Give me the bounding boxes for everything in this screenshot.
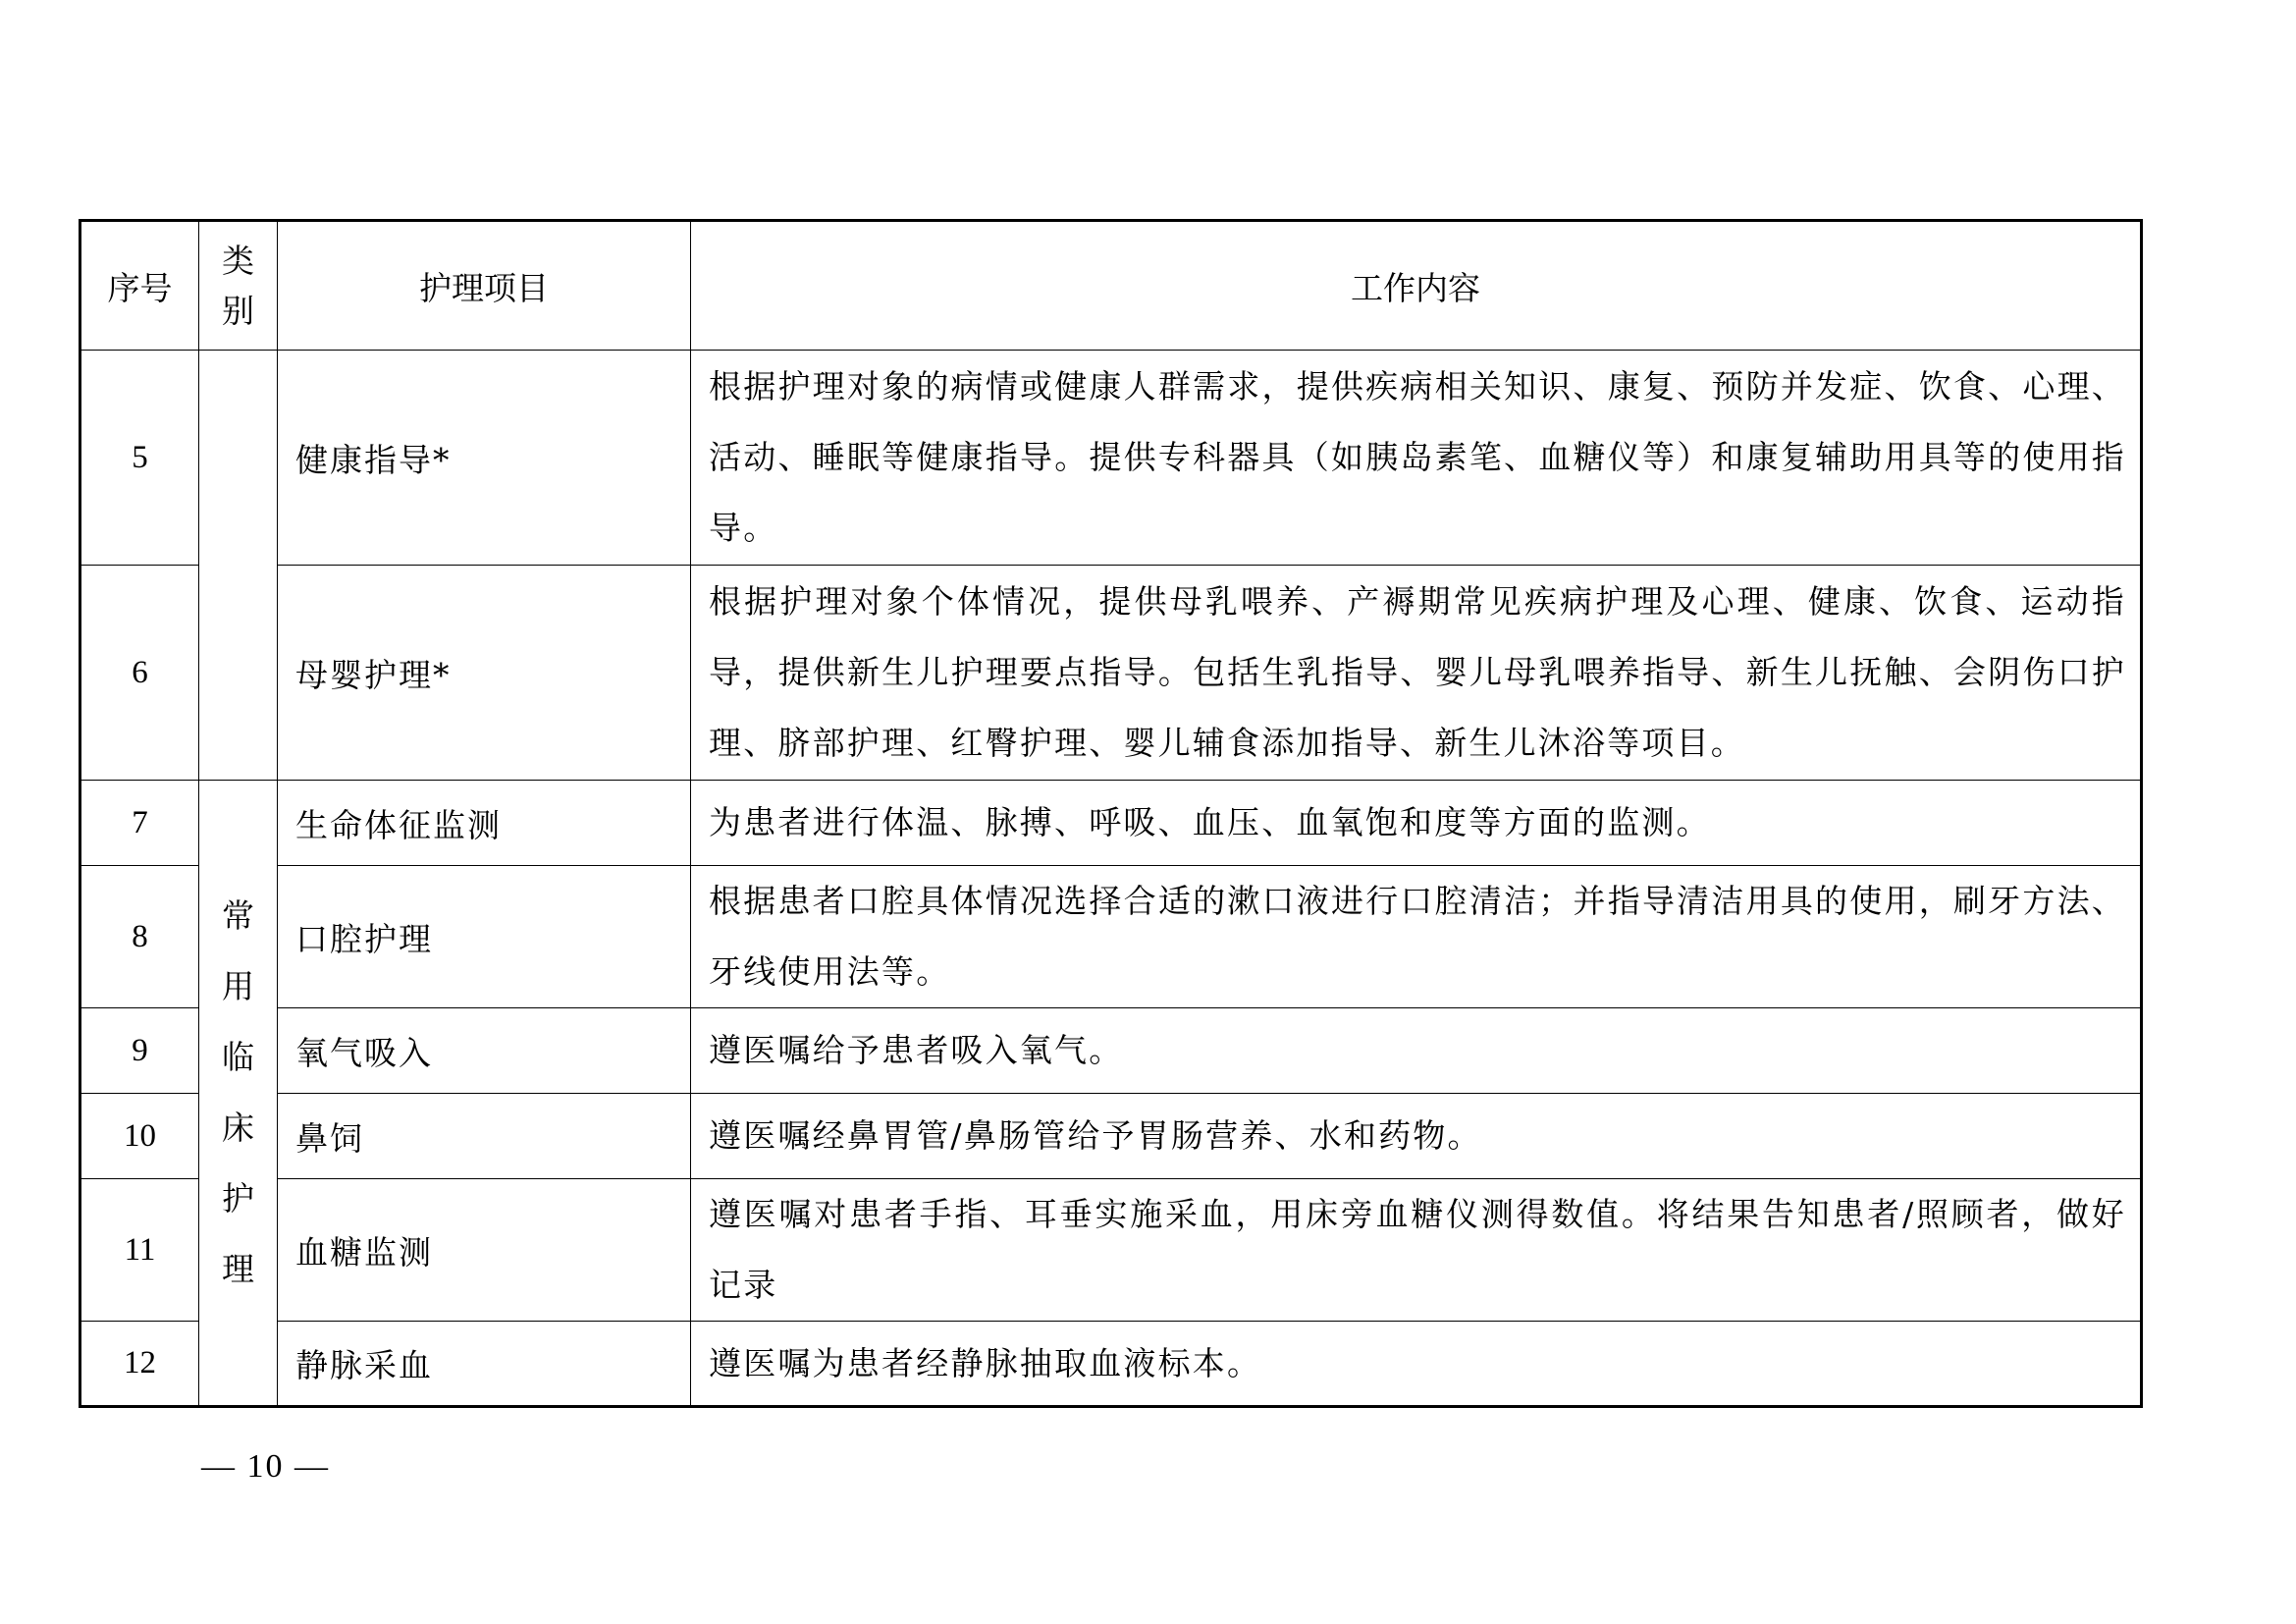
row-item: 血糖监测 [278,1179,691,1322]
table-row [80,866,2142,1008]
category-cell [199,781,278,1407]
header-item: 护理项目 [278,221,691,351]
row-item: 鼻饲 [278,1094,691,1179]
row-item: 健康指导* [278,351,691,566]
row-content: 根据护理对象个体情况，提供母乳喂养、产褥期常见疾病护理及心理、健康、饮食、运动指导，提供新生儿护理要点指导。包括生乳指导、婴儿母乳喂养指导、新生儿抚触、会阴伤口护理、脐部护理、红臀护理、婴儿辅食添加指导、新生儿沐浴等项目。 [691,566,2142,781]
row-content: 根据护理对象的病情或健康人群需求，提供疾病相关知识、康复、预防并发症、饮食、心理、活动、睡眠等健康指导。提供专科器具（如胰岛素笔、血糖仪等）和康复辅助用具等的使用指导。 [691,351,2142,566]
table-row [80,566,2142,781]
table-row [80,1008,2142,1094]
table-header-row [80,221,2142,351]
row-content: 为患者进行体温、脉搏、呼吸、血压、血氧饱和度等方面的监测。 [691,781,2142,866]
table-row [80,1179,2142,1322]
header-category-text: 类别 [222,242,254,330]
header-category [199,221,278,351]
table-row [80,351,2142,566]
row-item: 口腔护理 [278,866,691,1008]
row-content: 根据患者口腔具体情况选择合适的漱口液进行口腔清洁；并指导清洁用具的使用，刷牙方法、牙线使用法等。 [691,866,2142,1008]
row-content: 遵医嘱为患者经静脉抽取血液标本。 [691,1322,2142,1407]
category-cell-empty [199,351,278,781]
row-seq: 9 [80,1008,199,1094]
row-content: 遵医嘱给予患者吸入氧气。 [691,1008,2142,1094]
row-item: 生命体征监测 [278,781,691,866]
row-item: 母婴护理* [278,566,691,781]
category-label: 常用临床护理 [222,896,254,1288]
row-seq: 5 [80,351,199,566]
table-row [80,1094,2142,1179]
row-item: 静脉采血 [278,1322,691,1407]
nursing-services-table [79,219,2143,1408]
row-seq: 6 [80,566,199,781]
row-seq: 12 [80,1322,199,1407]
row-content: 遵医嘱经鼻胃管/鼻肠管给予胃肠营养、水和药物。 [691,1094,2142,1179]
header-content: 工作内容 [691,221,2142,351]
row-seq: 7 [80,781,199,866]
row-content: 遵医嘱对患者手指、耳垂实施采血，用床旁血糖仪测得数值。将结果告知患者/照顾者，做好记录 [691,1179,2142,1322]
row-seq: 11 [80,1179,199,1322]
row-seq: 10 [80,1094,199,1179]
table-row [80,1322,2142,1407]
table-row [80,781,2142,866]
row-item: 氧气吸入 [278,1008,691,1094]
row-seq: 8 [80,866,199,1008]
page-number: — 10 — [201,1448,330,1485]
header-seq: 序号 [80,221,199,351]
